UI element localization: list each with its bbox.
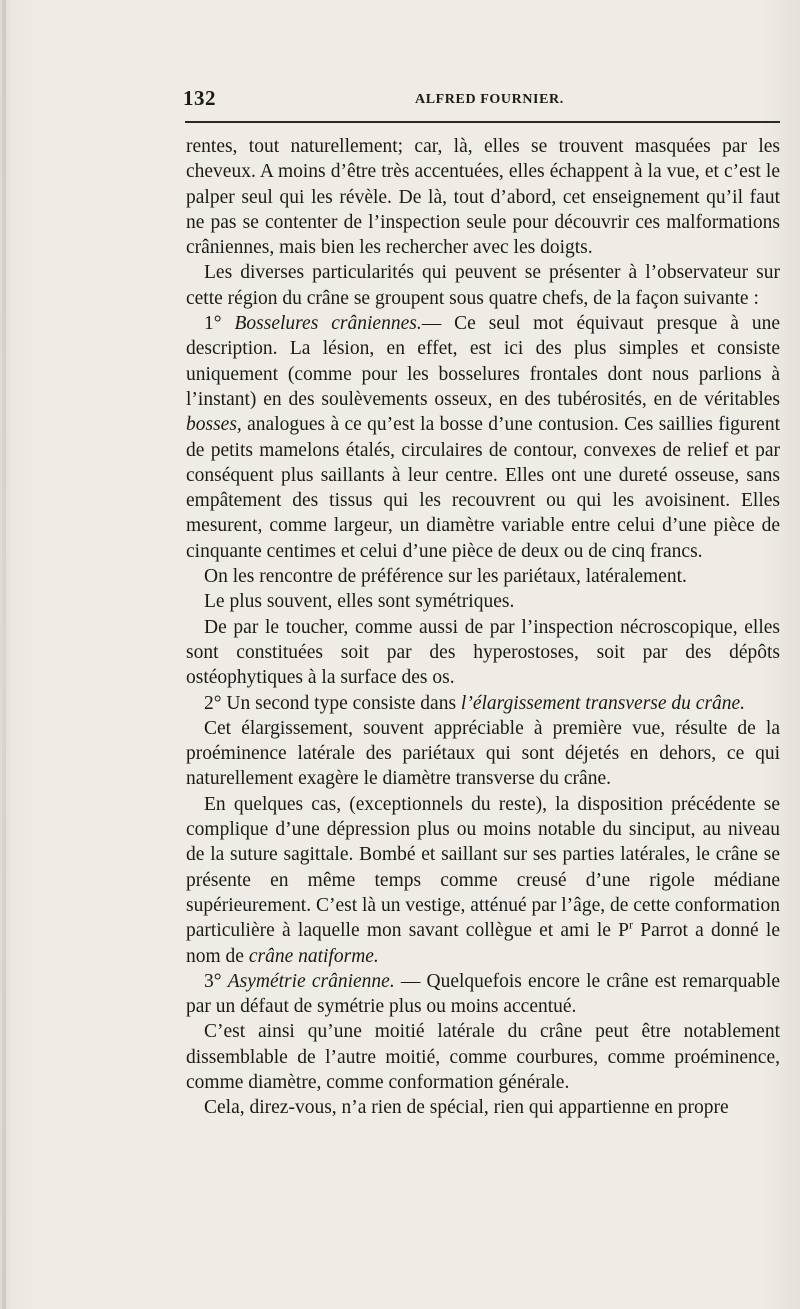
paragraph	[186, 691, 780, 716]
superscript-text: r	[629, 917, 634, 932]
text-run: On les rencontre de préférence sur les pariétaux, latéralement.	[204, 566, 687, 588]
paragraph	[186, 134, 780, 260]
text-run: rentes, tout naturellement; car, là, elles se trouvent masquées par les cheveux. A moins d’être très accentuées, elles échappent à la vue, et c’est le palper seul qui les révèle. De là, tout d’abord, cet enseignement qu’il faut ne pas se contenter de l’inspection seule pour découvrir ces malformations crâniennes, mais bien les rechercher avec les doigts.	[186, 136, 780, 259]
text-run: C’est ainsi qu’une moitié latérale du crâne peut être notablement dissemblable de l’autre moitié, comme courbures, comme proéminence, comme diamètre, comme conformation générale.	[186, 1021, 780, 1093]
paragraph	[186, 1095, 780, 1120]
page-header	[183, 86, 780, 110]
text-run: analogues à ce qu’est la bosse d’une contusion. Ces saillies figurent de petits mamelons étalés, circulaires de contour, convexes de relief et par conséquent plus saillants à leur centre. Elles ont une dureté osseuse, sans empâtement des tissus qui les recouvrent ou qui les avoisinent. Elles mesurent, comme largeur, un diamètre variable entre celui d’une pièce de cinquante centimes et celui d’une pièce de deux ou de cinq francs.	[186, 414, 780, 562]
italic-text: crâne natiforme.	[248, 945, 379, 967]
text-run: 1°	[204, 313, 235, 335]
paragraph	[186, 260, 780, 311]
text-run: Parrot a donné le nom de	[186, 920, 781, 967]
italic-text: Asymétrie crânienne.	[227, 970, 395, 992]
body-text	[186, 134, 780, 1121]
page-gutter-shadow	[2, 0, 6, 1309]
paragraph	[186, 615, 780, 691]
text-run: 2° Un second type consiste dans	[204, 692, 461, 714]
paragraph	[186, 589, 780, 614]
running-title: ALFRED FOURNIER.	[415, 92, 564, 107]
italic-text: l’élargissement transverse du crâne.	[460, 692, 746, 714]
text-run: 3°	[204, 970, 228, 992]
text-run: — Ce seul mot équivaut presque à une description. La lésion, en effet, est ici des plus simples et consiste uniquement (comme pour les bosselures frontales dont nous parlions à l’instant) en des soulèvements osseux, en des tubérosités, en de véritables	[186, 313, 780, 410]
text-run: Les diverses particularités qui peuvent se présenter à l’observateur sur cette région du crâne se groupent sous quatre chefs, de la façon suivante :	[186, 262, 780, 309]
text-run: Le plus souvent, elles sont symétriques.	[204, 591, 515, 613]
paragraph	[186, 969, 780, 1020]
paragraph	[186, 792, 780, 969]
page-number: 132	[183, 86, 216, 110]
paragraph	[186, 1019, 780, 1095]
text-run: Cela, direz-vous, n’a rien de spécial, rien qui appartienne en propre	[204, 1097, 729, 1119]
text-run: En quelques cas, (exceptionnels du reste), la disposition précédente se complique d’une dépression plus ou moins notable du sinciput, au niveau de la suture sagittale. Bombé et saillant sur ses parties latérales, le crâne se présente en même temps comme creusé d’une rigole médiane supérieurement. C’est là un vestige, atténué par l’âge, de cette conformation particulière à laquelle mon savant collègue et ami le P	[186, 793, 780, 942]
text-run: — Quelquefois encore le crâne est remarquable par un défaut de symétrie plus ou moins accentué.	[186, 970, 780, 1018]
paragraph	[186, 716, 780, 792]
text-run: Cet élargissement, souvent appréciable à première vue, résulte de la proéminence latérale des pariétaux qui sont déjetés en dehors, ce qui naturellement exagère le diamètre transverse du crâne.	[186, 717, 780, 790]
italic-text: bosses,	[186, 414, 242, 436]
italic-text: Bosselures crâniennes.	[234, 313, 422, 335]
paragraph	[186, 564, 780, 589]
header-rule	[185, 121, 780, 123]
text-run: De par le toucher, comme aussi de par l’inspection nécroscopique, elles sont constituées soit par des hyperostoses, soit par des dépôts ostéophytiques à la surface des os.	[186, 616, 780, 689]
paragraph	[186, 311, 780, 564]
